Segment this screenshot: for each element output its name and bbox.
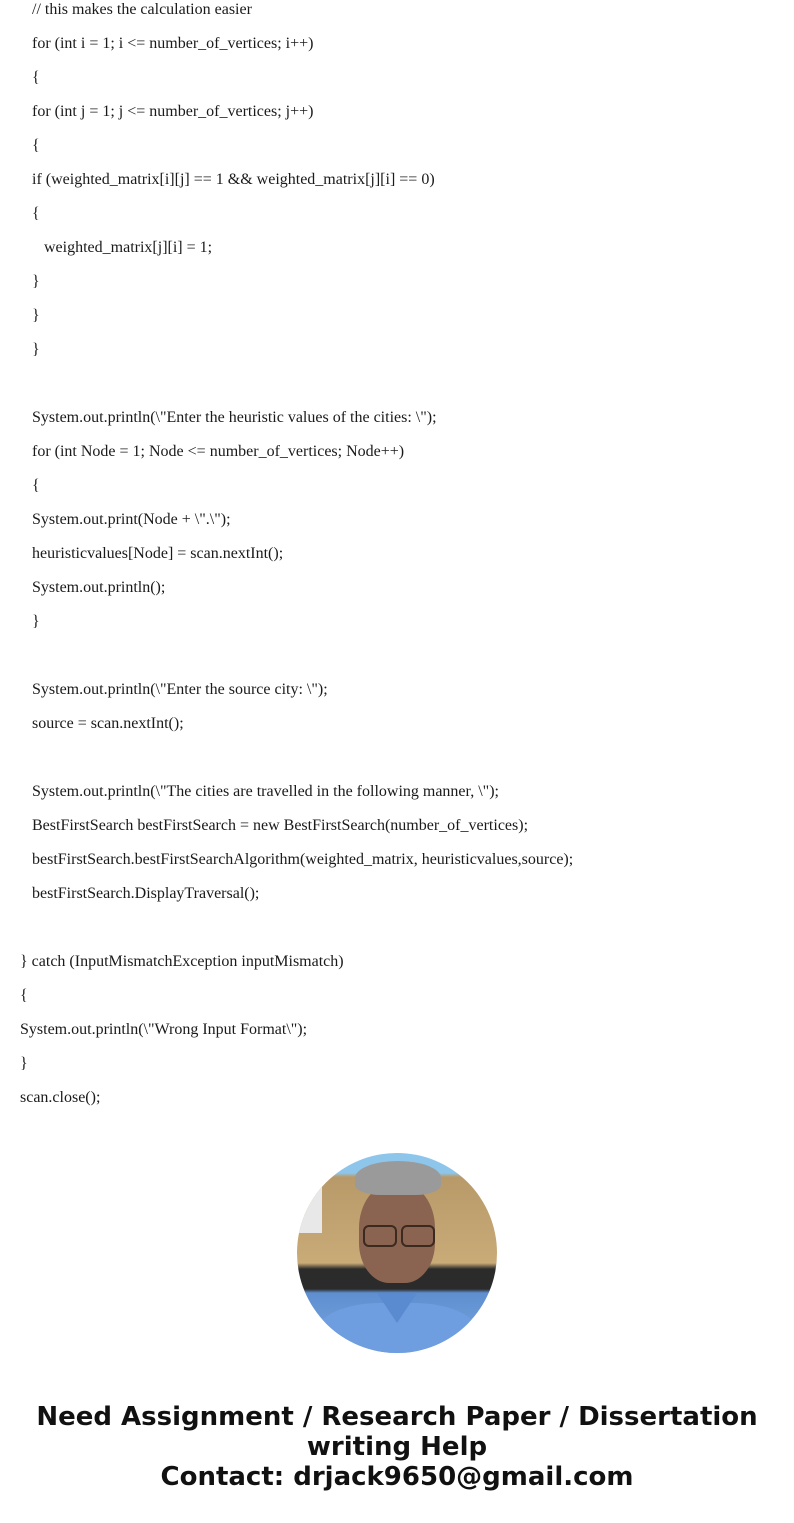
code-line: heuristicvalues[Node] = scan.nextInt(); [32, 545, 284, 562]
footer-subheadline: writing Help [306, 1432, 488, 1462]
code-line: for (int i = 1; i <= number_of_vertices; i++) [32, 35, 314, 52]
code-line: System.out.println(\"Wrong Input Format\"); [20, 1021, 308, 1038]
code-line: BestFirstSearch bestFirstSearch = new BestFirstSearch(number_of_vertices); [32, 817, 529, 834]
code-line: scan.close(); [20, 1089, 101, 1106]
code-line: for (int Node = 1; Node <= number_of_vertices; Node++) [32, 443, 405, 460]
code-line: System.out.print(Node + \".\"); [32, 511, 231, 528]
code-line: } [32, 307, 40, 324]
code-line: } [32, 613, 40, 630]
code-line: bestFirstSearch.DisplayTraversal(); [32, 885, 260, 902]
code-line: source = scan.nextInt(); [32, 715, 184, 732]
code-line: { [32, 477, 40, 494]
code-line: for (int j = 1; j <= number_of_vertices; j++) [32, 103, 314, 120]
code-line: } [20, 1055, 28, 1072]
contact-footer [0, 1402, 794, 1492]
code-line: System.out.println(\"The cities are travelled in the following manner, \"); [32, 783, 499, 800]
glasses-left-icon [363, 1225, 397, 1247]
code-line: { [32, 137, 40, 154]
code-line: } [32, 273, 40, 290]
code-line: { [20, 987, 28, 1004]
footer-headline: Need Assignment / Research Paper / Dissertation [36, 1402, 758, 1432]
author-photo [297, 1153, 497, 1353]
footer-contact-email[interactable]: Contact: drjack9650@gmail.com [160, 1462, 634, 1492]
code-line: if (weighted_matrix[i][j] == 1 && weighted_matrix[j][i] == 0) [32, 171, 435, 188]
photo-hair [355, 1161, 441, 1195]
code-line: System.out.println(\"Enter the heuristic values of the cities: \"); [32, 409, 437, 426]
photo-background-wall [297, 1173, 322, 1233]
code-line: { [32, 69, 40, 86]
code-line: weighted_matrix[j][i] = 1; [44, 239, 213, 256]
glasses-right-icon [401, 1225, 435, 1247]
code-line: bestFirstSearch.bestFirstSearchAlgorithm(weighted_matrix, heuristicvalues,source); [32, 851, 574, 868]
code-line: System.out.println(); [32, 579, 166, 596]
code-line: } catch (InputMismatchException inputMismatch) [20, 953, 344, 970]
code-line: { [32, 205, 40, 222]
code-line: } [32, 341, 40, 358]
code-line: System.out.println(\"Enter the source city: \"); [32, 681, 328, 698]
code-line: // this makes the calculation easier [32, 1, 252, 18]
